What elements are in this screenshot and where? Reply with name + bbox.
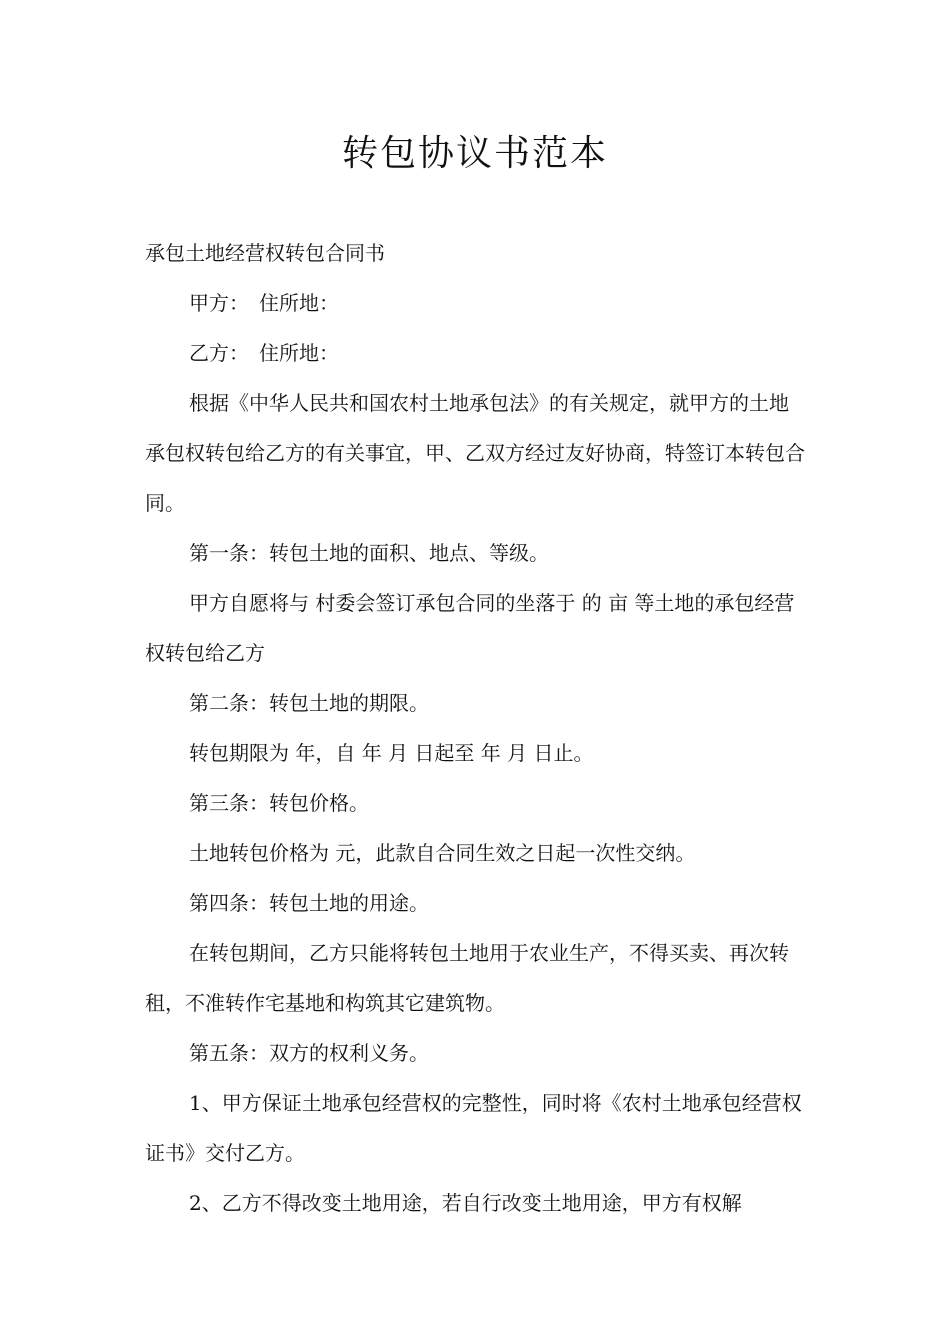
preamble-paragraph: 根据《中华人民共和国农村土地承包法》的有关规定，就甲方的土地承包权转包给乙方的有关事宜，甲、乙双方经过友好协商，特签订本转包合同。 (145, 391, 805, 515)
party-b-line: 乙方： 住所地： (189, 341, 339, 365)
party-a-line: 甲方： 住所地： (189, 291, 339, 315)
article-2-heading: 第二条：转包土地的期限。 (189, 691, 429, 715)
article-3-text: 土地转包价格为 元，此款自合同生效之日起一次性交纳。 (189, 841, 696, 865)
article-3-heading: 第三条：转包价格。 (189, 791, 369, 815)
article-5-heading: 第五条：双方的权利义务。 (189, 1041, 429, 1065)
article-1-text: 甲方自愿将与 村委会签订承包合同的坐落于 的 亩 等土地的承包经营权转包给乙方 (145, 591, 795, 665)
article-5-item-1: 1、甲方保证土地承包经营权的完整性，同时将《农村土地承包经营权证书》交付乙方。 (145, 1091, 802, 1165)
document-body (145, 228, 807, 1228)
article-4-text: 在转包期间，乙方只能将转包土地用于农业生产，不得买卖、再次转租，不准转作宅基地和构筑其它建筑物。 (145, 941, 789, 1015)
article-1-heading: 第一条：转包土地的面积、地点、等级。 (189, 541, 549, 565)
article-2-text: 转包期限为 年，自 年 月 日起至 年 月 日止。 (189, 741, 594, 765)
article-4-heading: 第四条：转包土地的用途。 (189, 891, 429, 915)
document-title: 转包协议书范本 (341, 133, 608, 174)
article-5-item-2: 2、乙方不得改变土地用途，若自行改变土地用途，甲方有权解 (189, 1191, 742, 1215)
contract-subtitle: 承包土地经营权转包合同书 (145, 241, 385, 265)
